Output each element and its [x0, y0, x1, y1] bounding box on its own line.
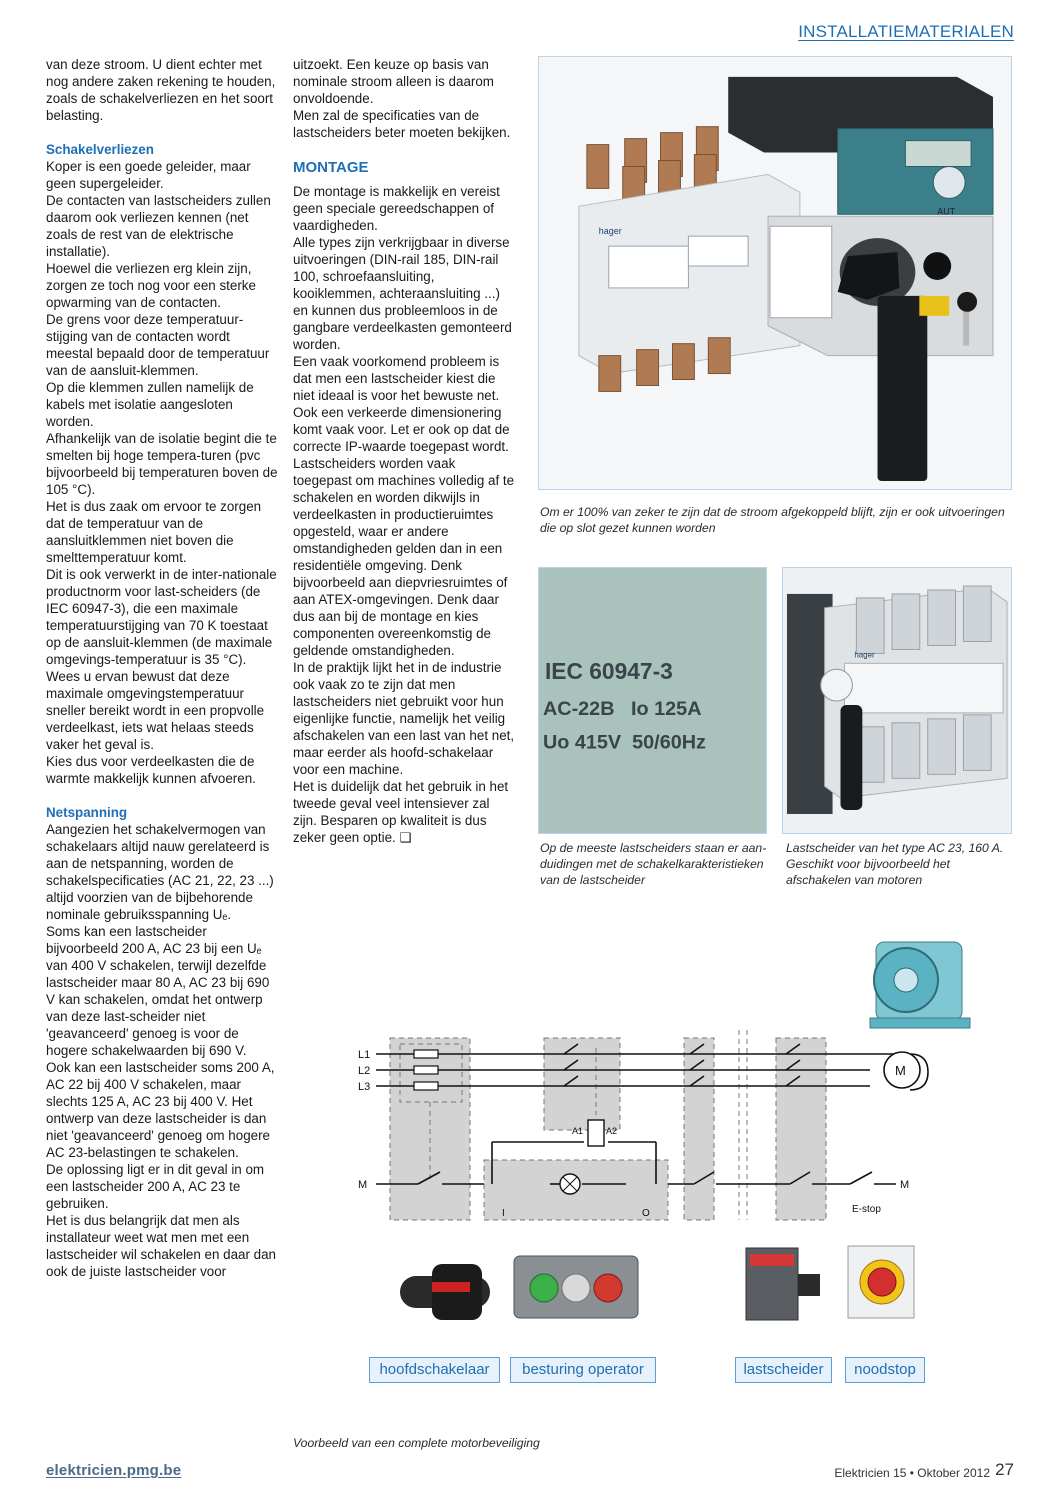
body-paragraph: Soms kan een lastscheider bijvoorbeeld 200 A, AC 23 bij een Uₑ van 400 V schakelen, terwijl dezelfde lastscheider maar 80 A, AC 23 bij 690 V kan schakelen, omdat het ontwerp van deze last-scheider niet 'geavanceerd' genoeg is voor de hogere schakelwaarden bij 690 V. — [46, 924, 270, 1058]
footer-issue: Elektricien 15 • Oktober 2012 — [834, 1466, 990, 1480]
marking-line-3: Uo 415V 50/60Hz — [542, 731, 706, 754]
neutral-label-right: M — [900, 1179, 910, 1191]
section-heading: Schakelverliezen — [46, 142, 154, 157]
body-paragraph: De oplossing ligt er in dit geval in om een lastscheider 200 A, AC 23 te gebruiken. — [46, 1162, 265, 1211]
photo-lockable-switch — [538, 56, 1012, 490]
body-paragraph: Op die klemmen zullen namelijk de kabels met isolatie aangesloten worden. — [46, 380, 254, 429]
photo-caption-2: Op de meeste lastscheiders staan er aan-duidingen met de schakelkarakteristieken van de lastscheider — [540, 841, 767, 887]
body-paragraph: Hoewel die verliezen erg klein zijn, zorgen ze toch nog voor een sterke opwarming van de contacten. — [46, 261, 256, 310]
body-paragraph: Afhankelijk van de isolatie begint die te smelten bij hoge tempera-turen (pvc bijvoorbeeld bij temperaturen boven de 105 °C). — [46, 431, 278, 497]
motor-protection-diagram — [350, 920, 1014, 1400]
photo-caption-1: Om er 100% van zeker te zijn dat de stroom afgekoppeld blijft, zijn er ook uitvoeringen die op slot gezet kunnen worden — [540, 505, 1005, 535]
body-paragraph: De montage is makkelijk en vereist geen speciale gereedschappen of vaardigheden. — [293, 184, 500, 233]
motor-symbol-label: M — [895, 1063, 906, 1078]
coil-label-a1: A1 — [572, 1126, 584, 1136]
body-paragraph: van deze stroom. U dient echter met nog andere zaken rekening te houden, zoals de schakelverliezen en het soort belasting. — [46, 57, 276, 123]
body-paragraph: Men zal de specificaties van de lastscheiders beter moeten bekijken. — [293, 108, 511, 140]
body-paragraph: Een vaak voorkomend probleem is dat men een lastscheider kiest die niet ideaal is voor het bewuste net. Ook een verkeerde dimensionering komt vaak voor. Let er ook op dat de correcte IP-waarde toegepast wordt. Lastscheiders worden vaak toegepast om machines volledig af te schakelen en worden dikwijls in verdeelkasten in productieruimtes opgesteld, waar er andere omstandigheden gelden dan in een residentiële omgeving. Denk bijvoorbeeld aan diepvriesruimtes of aan ATEX-omgevingen. Denk daar dus aan bij de montage en kies componenten overeenkomstig de geldende omstandigheden. — [293, 354, 515, 658]
body-paragraph: De grens voor deze temperatuur-stijging van de contacten wordt meestal bepaald door de temperatuur van de aansluit-klemmen. — [46, 312, 270, 378]
neutral-label-left: M — [358, 1179, 368, 1191]
body-paragraph: Koper is een goede geleider, maar geen supergeleider. — [46, 159, 251, 191]
brand-text-3: hager — [854, 650, 875, 660]
diagram-caption: Voorbeeld van een complete motorbeveiliging — [293, 1436, 540, 1450]
photo-ac23-switch — [782, 567, 1012, 834]
mode-text: AUT — [937, 206, 956, 217]
marking-line-1: IEC 60947-3 — [544, 658, 673, 685]
contact-label-on: I — [502, 1208, 505, 1219]
body-paragraph: Ook kan een lastscheider soms 200 A, AC 22 bij 400 V schakelen, maar slechts 125 A, AC 23 bij 400 V. Het ontwerp van deze lastscheider is dan niet 'geavanceerd' genoeg om hogere AC 23-belastingen te schakelen. — [46, 1060, 275, 1160]
paragraph-gap — [293, 141, 515, 158]
brand-text-1: hager — [598, 226, 622, 237]
contact-label-off: O — [642, 1208, 650, 1219]
body-paragraph: Kies dus voor verdeelkasten die de warmte makkelijk kunnen afvoeren. — [46, 754, 256, 786]
estop-label: E-stop — [852, 1204, 881, 1215]
body-paragraph: Wees u ervan bewust dat deze maximale omgevingstemperatuur sneller bereikt wordt in een propvolle verdeelkast, iets wat helaas steeds vaker het geval is. — [46, 669, 265, 752]
body-paragraph: In de praktijk lijkt het in de industrie ook vaak zo te zijn dat men lastscheiders niet gebruikt voor hun eigenlijke functie, namelijk het veilig afschakelen van een last van het net, maar eerder als hoofd-schakelaar voor een machine. — [293, 660, 515, 777]
phase-label-1: L1 — [358, 1049, 371, 1061]
tag-besturing-operator: besturing operator — [510, 1357, 656, 1383]
coil-label-a2: A2 — [606, 1126, 618, 1136]
body-paragraph: uitzoekt. Een keuze op basis van nominale stroom alleen is daarom onvoldoende. — [293, 57, 494, 106]
page-number: 27 — [995, 1460, 1014, 1479]
section-heading: MONTAGE — [293, 159, 369, 176]
body-paragraph: Het is duidelijk dat het gebruik in het tweede geval veel intensiever zal zijn. Besparen op kwaliteit is dus zeker geen optie. ❑ — [293, 779, 509, 845]
marking-line-2: AC-22B Io 125A — [542, 697, 702, 720]
section-heading: Netspanning — [46, 805, 128, 820]
footer-url[interactable]: elektricien.pmg.be — [46, 1462, 182, 1479]
body-paragraph: Het is dus belangrijk dat men als installateur weet wat men met een lastscheider wil schakelen en daar dan ook de juiste lastscheider voor — [46, 1213, 277, 1279]
phase-label-3: L3 — [358, 1081, 371, 1093]
tag-noodstop: noodstop — [845, 1357, 925, 1383]
tag-hoofdschakelaar: hoofdschakelaar — [369, 1357, 500, 1383]
phase-label-2: L2 — [358, 1065, 371, 1077]
section-label: INSTALLATIEMATERIALEN — [798, 22, 1014, 41]
paragraph-gap — [46, 124, 278, 141]
article-column-1 — [46, 56, 278, 1280]
paragraph-gap — [46, 787, 278, 804]
tag-lastscheider: lastscheider — [735, 1357, 832, 1383]
photo-caption-3: Lastscheider van het type AC 23, 160 A. Geschikt voor bijvoorbeeld het afschakelen van motoren — [786, 841, 1004, 887]
body-paragraph: Aangezien het schakelvermogen van schakelaars altijd nauw gerelateerd is aan de netspanning, worden de schakelspecificaties (AC 21, 22, 23 ...) altijd voorzien van de bijbehorende nominale gebruiksspanning Uₑ. — [46, 822, 274, 922]
photo-marking-closeup — [538, 567, 767, 834]
article-column-2 — [293, 56, 515, 846]
body-paragraph: Alle types zijn verkrijgbaar in diverse uitvoeringen (DIN-rail 185, DIN-rail 100, schroefaansluiting, kooiklemmen, achteraansluiting ...) en kunnen dus probleemloos in de gangbare verdeelkasten gemonteerd worden. — [293, 235, 512, 352]
body-paragraph: De contacten van lastscheiders zullen daarom ook verliezen kennen (net zoals de rest van de elektrische installatie). — [46, 193, 271, 259]
body-paragraph: Dit is ook verwerkt in de inter-nationale productnorm voor last-scheiders (de IEC 60947-3), die een maximale temperatuurstijging van 70 K toestaat op de aansluit-klemmen (de maximale omgevings-temperatuur is 35 °C). — [46, 567, 277, 667]
body-paragraph: Het is dus zaak om ervoor te zorgen dat de temperatuur van de aansluitklemmen niet boven die smelttemperatuur komt. — [46, 499, 262, 565]
